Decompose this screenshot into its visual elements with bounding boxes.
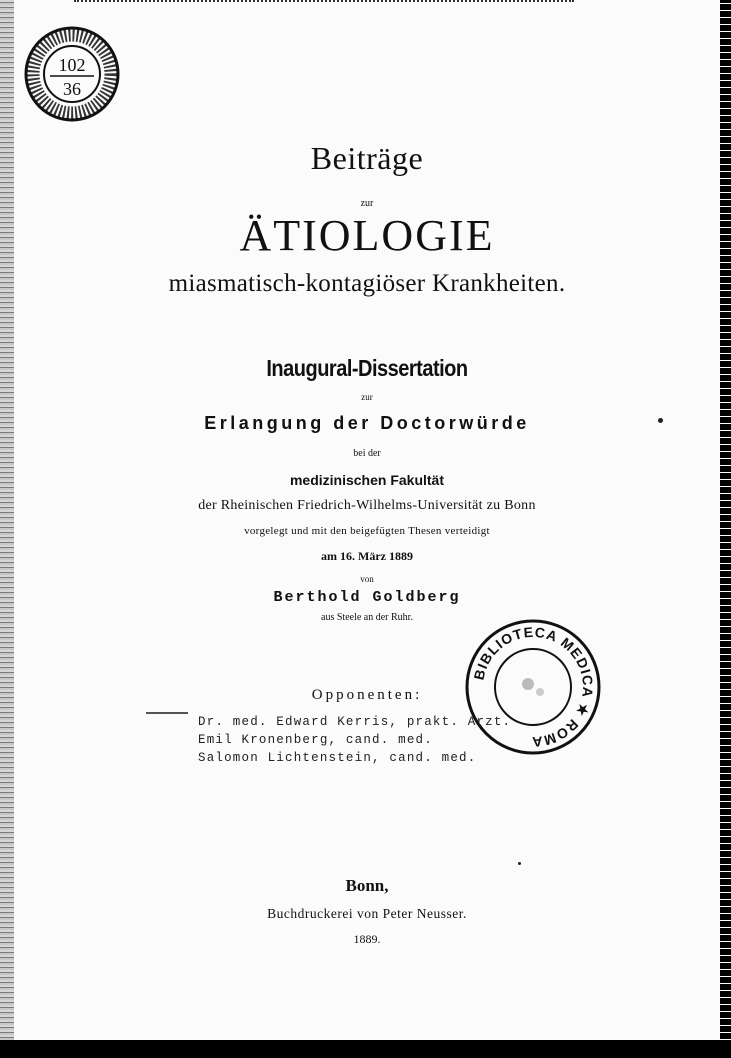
title-main: ÄTIOLOGIE (239, 211, 495, 260)
stamp-number-bottom: 36 (63, 79, 81, 99)
imprint-city: Bonn, (345, 876, 389, 895)
author-name: Berthold Goldberg (273, 589, 461, 606)
dissertation-purpose: Erlangung der Doctorwürde (204, 413, 530, 433)
author-von: von (360, 574, 374, 584)
ink-speck (518, 862, 521, 865)
scanned-page-right-edge (720, 0, 731, 1058)
submission-note: vorgelegt und mit den beigefügten Thesen verteidigt (244, 525, 490, 537)
scanned-page-bottom-edge (0, 1040, 731, 1058)
imprint-printer: Buchdruckerei von Peter Neusser. (267, 906, 467, 921)
dissertation-bei-der: bei der (353, 448, 381, 459)
imprint-year: 1889. (353, 932, 381, 946)
author-origin: aus Steele an der Ruhr. (321, 612, 413, 623)
opponent-name: Emil Kronenberg, cand. med. (198, 733, 433, 747)
title-line-1: Beiträge (310, 140, 424, 176)
scanned-page-left-edge (0, 0, 14, 1040)
university-name: der Rheinischen Friedrich-Wilhelms-Universität zu Bonn (198, 498, 536, 513)
ink-speck (658, 418, 663, 423)
top-edge-marks (74, 0, 574, 5)
stamp-number-top: 102 (58, 55, 86, 75)
opponent-name: Salomon Lichtenstein, cand. med. (198, 751, 477, 765)
opponent-name: Dr. med. Edward Kerris, prakt. Arzt. (198, 715, 512, 729)
library-stamp (22, 24, 122, 124)
stamp-ring-text: BIBLIOTECA MEDICA ★ ROMA (470, 623, 597, 751)
dissertation-heading: Inaugural-Dissertation (266, 356, 468, 382)
title-zur: zur (360, 198, 374, 209)
opponents-list (198, 713, 511, 767)
title-subtitle: miasmatisch-kontagiöser Krankheiten. (168, 270, 566, 297)
faculty-name: medizinischen Fakultät (289, 472, 445, 488)
dissertation-zur: zur (361, 392, 373, 402)
title-page (14, 0, 720, 1040)
defense-date: am 16. März 1889 (321, 549, 413, 563)
opponents-dash (146, 712, 188, 714)
opponents-title: Opponenten: (311, 687, 423, 703)
